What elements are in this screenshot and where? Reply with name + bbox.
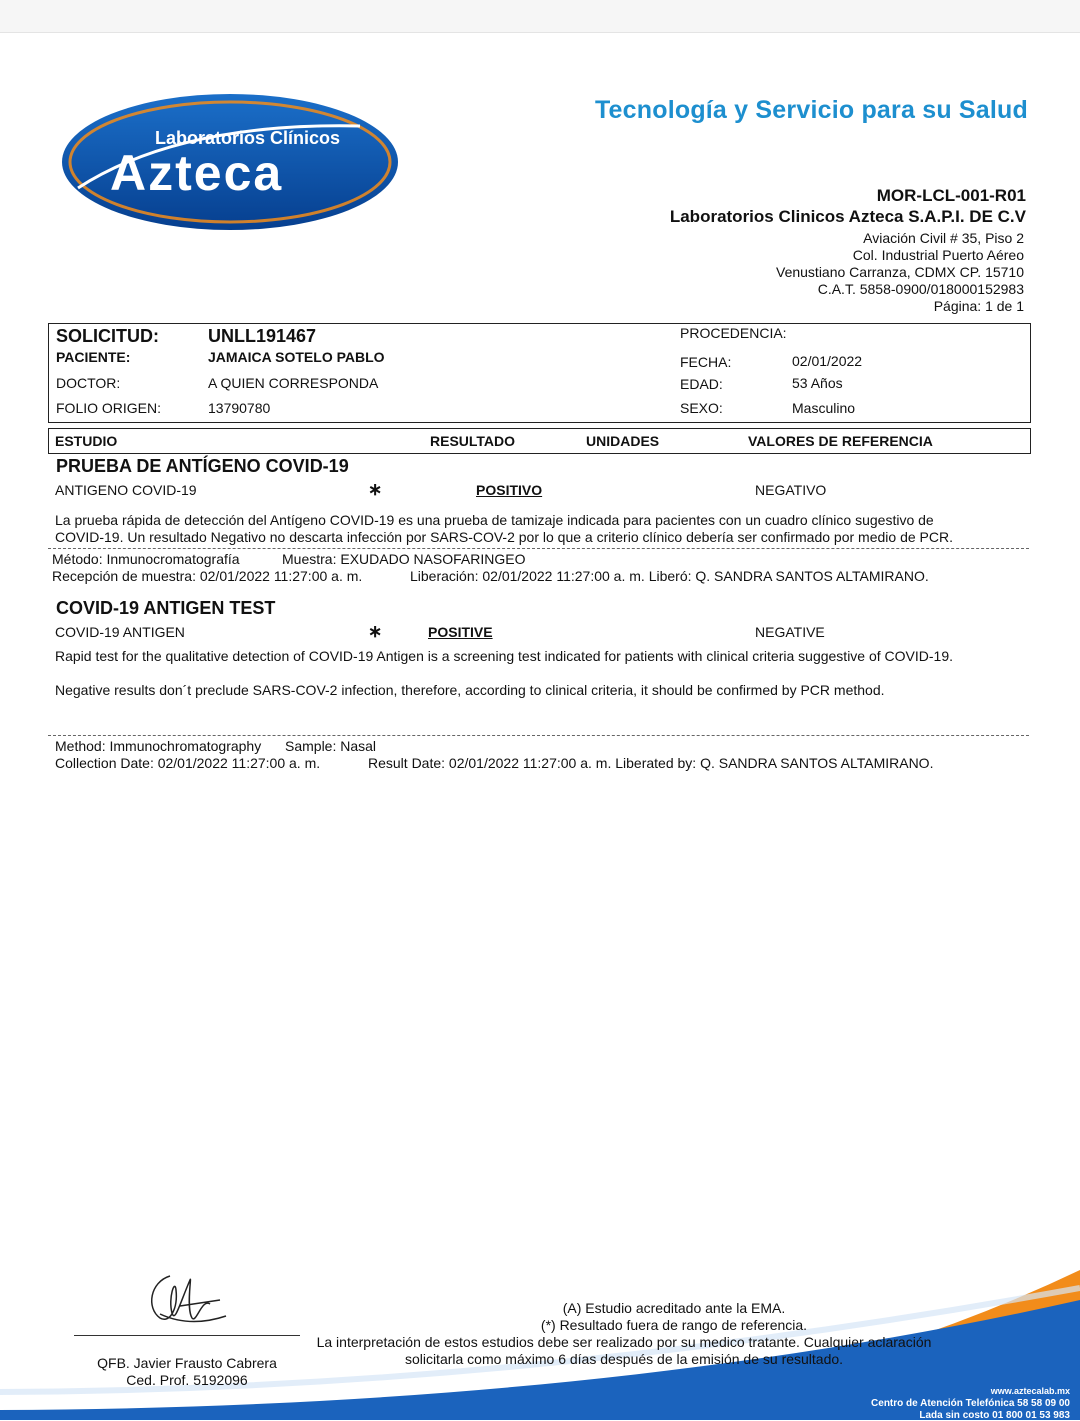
signer-license: Ced. Prof. 5192096 (126, 1372, 248, 1388)
footer-note-1: (A) Estudio acreditado ante la EMA. (562, 1300, 786, 1316)
en-result-date: Result Date: 02/01/2022 11:27:00 a. m. Liberated by: Q. SANDRA SANTOS ALTAMIRANO. (368, 755, 934, 771)
address-line-1: Aviación Civil # 35, Piso 2 (863, 230, 1024, 246)
en-result: POSITIVE (428, 624, 493, 640)
phone-line: C.A.T. 5858-0900/018000152983 (817, 281, 1024, 297)
en-divider (48, 735, 1029, 736)
col-unidades: UNIDADES (586, 433, 660, 449)
procedencia-label: PROCEDENCIA: (680, 325, 787, 341)
es-reference: NEGATIVO (755, 482, 827, 498)
edad-value: 53 Años (792, 375, 843, 391)
paciente-value: JAMAICA SOTELO PABLO (208, 349, 385, 365)
folio-value: 13790780 (208, 400, 271, 416)
signature-image (140, 1268, 230, 1330)
es-test-name: ANTIGENO COVID-19 (55, 482, 197, 498)
en-out-of-range-flag: ∗ (368, 622, 383, 641)
footer-note-4: solicitarla como máximo 6 días después de la emisión de su resultado. (404, 1351, 844, 1367)
es-release: Liberación: 02/01/2022 11:27:00 a. m. Liberó: Q. SANDRA SANTOS ALTAMIRANO. (410, 568, 929, 584)
en-reference: NEGATIVE (755, 624, 825, 640)
en-test-name: COVID-19 ANTIGEN (55, 624, 185, 640)
call-center: Centro de Atención Telefónica 58 58 09 00 (871, 1398, 1070, 1409)
azteca-logo (60, 92, 400, 232)
solicitud-value: UNLL191467 (208, 326, 317, 346)
fecha-label: FECHA: (680, 354, 732, 370)
es-result: POSITIVO (476, 482, 543, 498)
en-sample: Sample: Nasal (285, 738, 377, 754)
footer-note-2: (*) Resultado fuera de rango de referencia. (540, 1317, 808, 1333)
en-note-line-2: Negative results don´t preclude SARS-COV-2 infection, therefore, according to clinical criteria, it should be confirmed by PCR method. (55, 682, 885, 698)
es-section-title: PRUEBA DE ANTÍGENO COVID-19 (56, 456, 349, 476)
col-valores: VALORES DE REFERENCIA (748, 433, 933, 449)
signer-name: QFB. Javier Frausto Cabrera (97, 1355, 277, 1371)
tagline: Tecnología y Servicio para su Salud (594, 96, 1028, 124)
edad-label: EDAD: (680, 376, 723, 392)
es-sample: Muestra: EXUDADO NASOFARINGEO (282, 551, 526, 567)
es-note-line-1: La prueba rápida de detección del Antígeno COVID-19 es una prueba de tamizaje indicada para pacientes con un cuadro clínico sugestivo de (55, 512, 934, 528)
en-collection: Collection Date: 02/01/2022 11:27:00 a. m. (55, 755, 321, 771)
fecha-value: 02/01/2022 (792, 353, 863, 369)
doctor-label: DOCTOR: (56, 375, 121, 391)
es-method: Método: Inmunocromatografía (52, 551, 240, 567)
company-name: Laboratorios Clinicos Azteca S.A.P.I. DE C.V (669, 207, 1026, 226)
sexo-value: Masculino (792, 400, 856, 416)
sexo-label: SEXO: (680, 400, 723, 416)
solicitud-label: SOLICITUD: (56, 326, 159, 346)
signature-line (74, 1335, 300, 1336)
es-reception: Recepción de muestra: 02/01/2022 11:27:00 a. m. (52, 568, 363, 584)
page-number: Página: 1 de 1 (933, 298, 1024, 314)
paciente-label: PACIENTE: (56, 349, 131, 365)
col-resultado: RESULTADO (430, 433, 516, 449)
viewer-top-bar (0, 0, 1080, 33)
website: www.aztecalab.mx (990, 1386, 1070, 1396)
logo-top-text: Laboratorios Clínicos (155, 128, 341, 148)
en-note-line-1: Rapid test for the qualitative detection of COVID-19 Antigen is a screening test indicated for patients with clinical criteria suggestive of COVID-19. (55, 648, 954, 664)
patient-info-box (48, 323, 1031, 423)
address-line-3: Venustiano Carranza, CDMX CP. 15710 (776, 264, 1024, 280)
doctor-value: A QUIEN CORRESPONDA (208, 375, 379, 391)
address-line-2: Col. Industrial Puerto Aéreo (852, 247, 1024, 263)
logo-main-text: Azteca (110, 145, 284, 201)
footer-note-3: La interpretación de estos estudios debe ser realizado por su medico tratante. Cualquier aclaración (316, 1334, 932, 1350)
es-out-of-range-flag: ∗ (368, 480, 383, 499)
folio-label: FOLIO ORIGEN: (56, 400, 162, 416)
col-estudio: ESTUDIO (55, 433, 118, 449)
toll-free: Lada sin costo 01 800 01 53 983 (919, 1410, 1070, 1421)
en-section-title: COVID-19 ANTIGEN TEST (56, 598, 276, 618)
es-note-line-2: COVID-19. Un resultado Negativo no descarta infección por SARS-COV-2 por lo que a criterio clínico debería ser confirmado por medio de PCR. (55, 529, 953, 545)
es-divider (48, 548, 1029, 549)
document-code: MOR-LCL-001-R01 (876, 186, 1026, 205)
en-method: Method: Immunochromatography (55, 738, 262, 754)
